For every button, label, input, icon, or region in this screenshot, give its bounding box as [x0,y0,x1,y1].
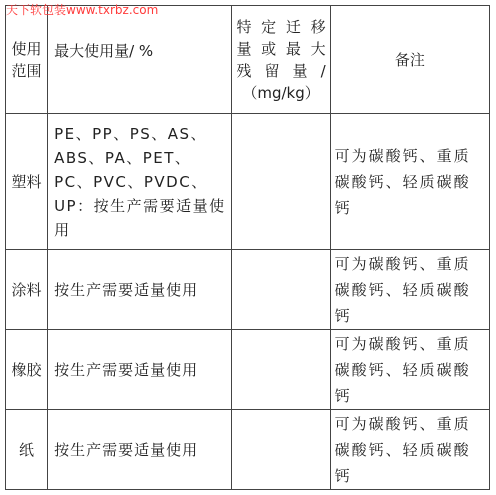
row-usage-cell [48,250,232,330]
row-note-cell [330,410,489,490]
row-note-cell [330,114,489,250]
watermark-text: 天下软包装www.txrbz.com [6,3,159,17]
header-migration [232,6,330,114]
header-range-text: 使用范围 [11,39,42,80]
header-migration-line-4: （mg/kg） [242,83,320,102]
row-migration-cell [232,114,330,250]
row-note-cell [330,250,489,330]
header-migration-line-1: 特定迁移 [236,17,326,36]
row-usage-text: 按生产需要适量使用 [54,360,199,379]
row-range-text: 橡胶 [11,360,42,379]
header-migration-line-2: 量或最大 [236,39,326,58]
row-usage-text: PE、PP、PS、AS、ABS、PA、PET、PC、PVC、PVDC、UP：按生产需要适量使用 [54,124,226,239]
row-usage-text: 按生产需要适量使用 [54,440,199,459]
table-row [6,410,490,490]
table-row [6,330,490,410]
row-range-cell [6,410,48,490]
row-range-cell [6,114,48,250]
header-max-usage-text: 最大使用量/ % [54,42,154,60]
header-note [330,6,489,114]
row-range-cell [6,250,48,330]
header-range [6,6,48,114]
row-note-text: 可为碳酸钙、重质碳酸钙、轻质碳酸钙 [334,414,471,485]
header-max-usage [48,6,232,114]
row-migration-cell [232,250,330,330]
additive-usage-table [5,5,490,490]
row-usage-cell [48,114,232,250]
table-header-row [6,6,490,114]
header-migration-line-3: 残留量/ [236,61,326,80]
row-note-text: 可为碳酸钙、重质碳酸钙、轻质碳酸钙 [334,146,471,217]
row-migration-cell [232,330,330,410]
row-usage-cell [48,330,232,410]
row-note-text: 可为碳酸钙、重质碳酸钙、轻质碳酸钙 [334,254,471,325]
row-range-text: 塑料 [11,172,42,191]
row-range-text: 纸 [19,440,35,459]
header-note-text: 备注 [394,50,425,69]
row-usage-text: 按生产需要适量使用 [54,280,199,299]
row-note-cell [330,330,489,410]
row-usage-cell [48,410,232,490]
row-range-cell [6,330,48,410]
table-row [6,114,490,250]
row-range-text: 涂料 [11,280,42,299]
row-migration-cell [232,410,330,490]
row-note-text: 可为碳酸钙、重质碳酸钙、轻质碳酸钙 [334,334,471,405]
table-row [6,250,490,330]
